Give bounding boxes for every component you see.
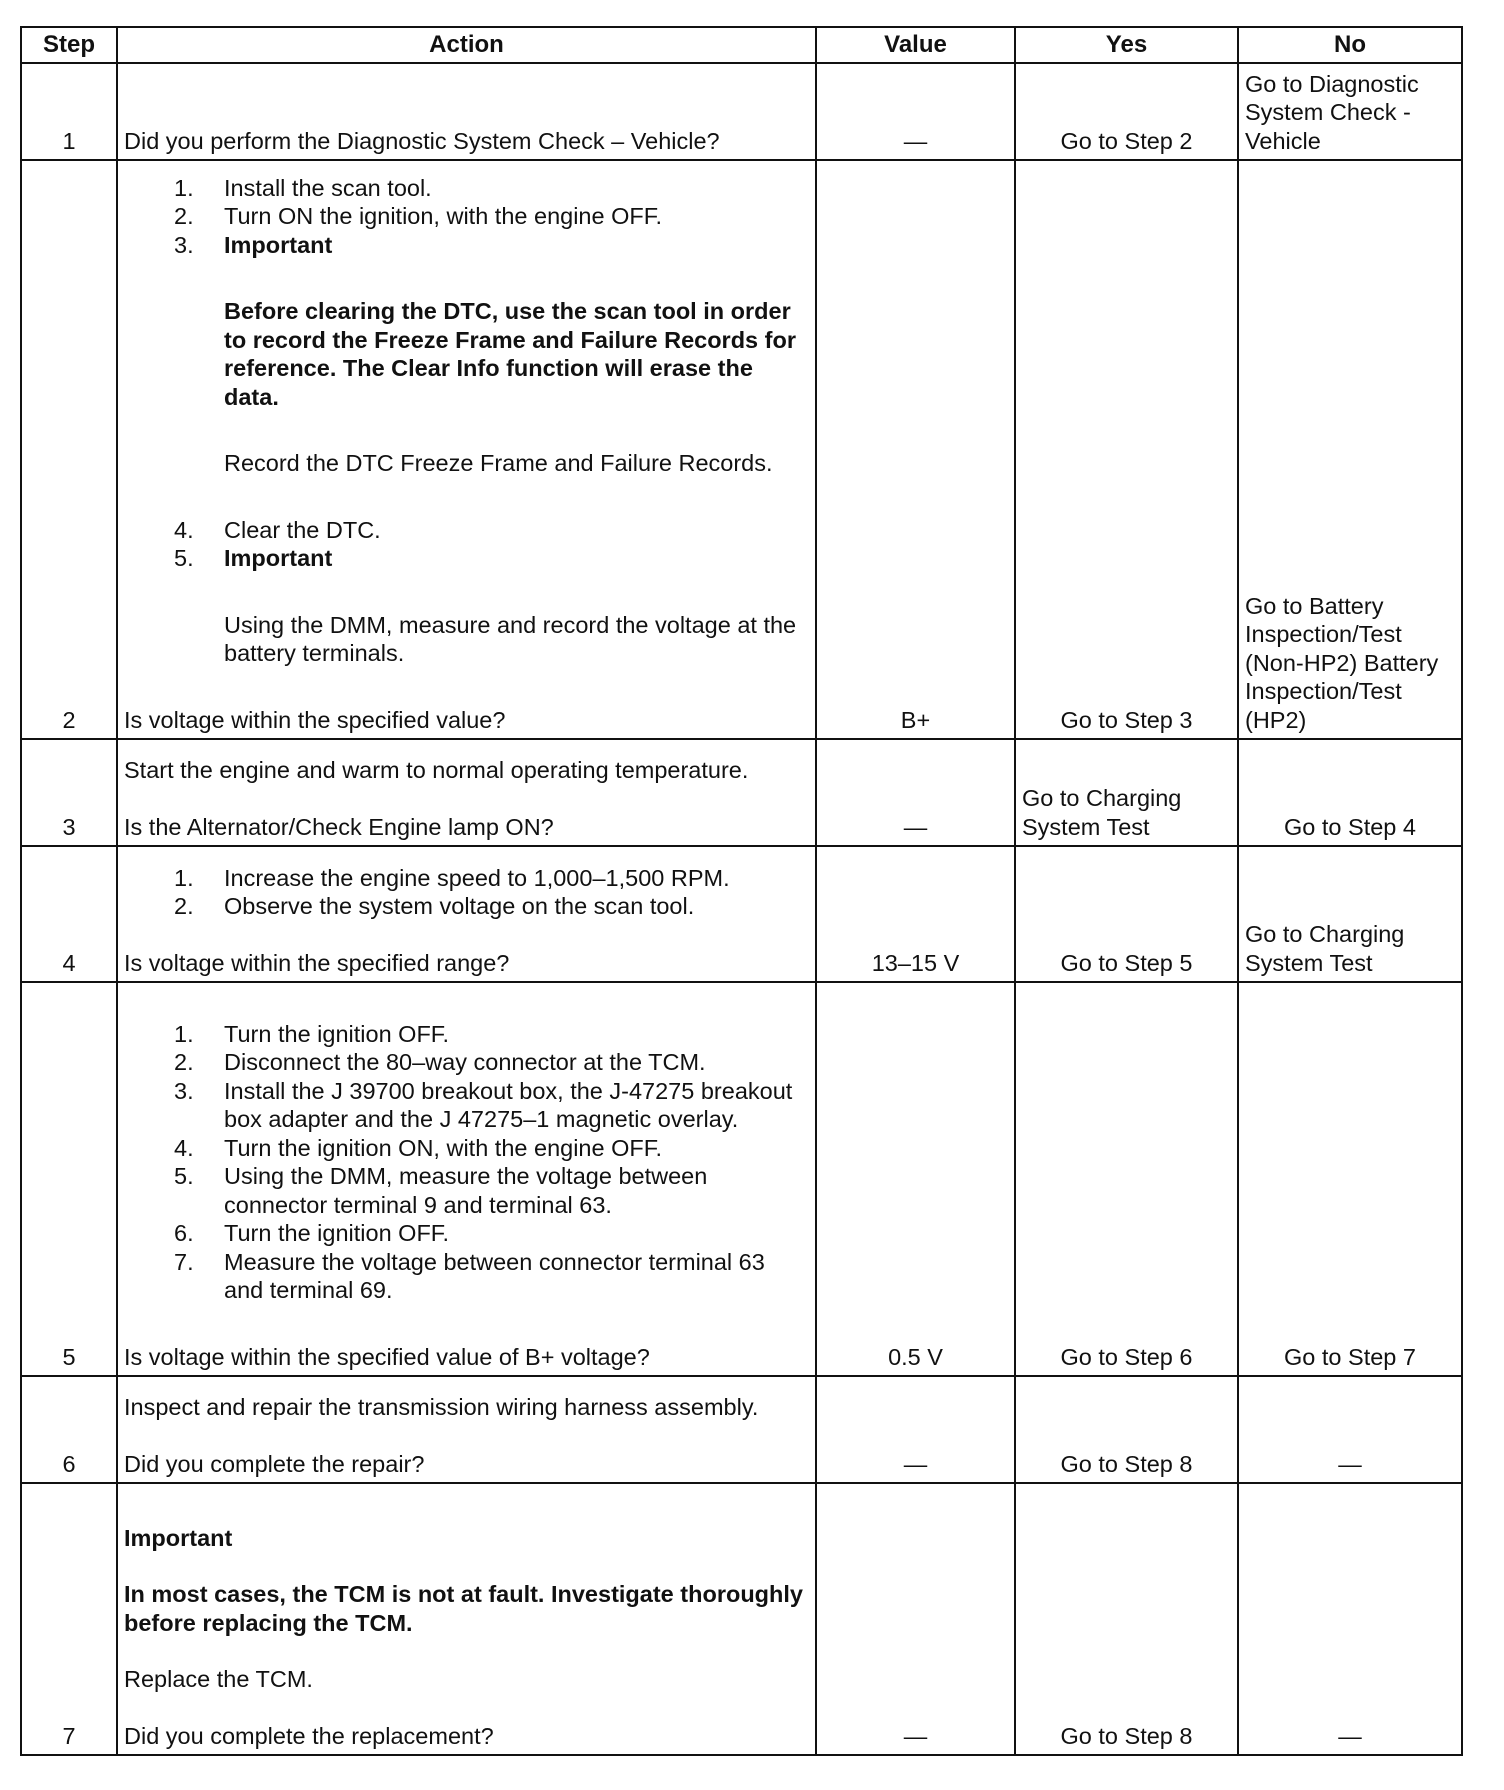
table-row bbox=[21, 63, 1462, 160]
list-item: 1. Turn the ignition OFF. bbox=[174, 1020, 450, 1047]
action-text: Replace the TCM. bbox=[124, 1666, 313, 1692]
header-row bbox=[21, 27, 1462, 63]
action-steps-list bbox=[124, 864, 809, 921]
action-question: Did you perform the Diagnostic System Check – Vehicle? bbox=[124, 127, 720, 154]
list-item: 2. Turn ON the ignition, with the engine OFF. bbox=[174, 203, 663, 229]
step-number: 5 bbox=[21, 982, 117, 1376]
list-item: 5. Important bbox=[174, 545, 333, 571]
column-header-no: No bbox=[1238, 27, 1462, 63]
yes-cell: Go to Step 3 bbox=[1015, 160, 1238, 739]
table-row bbox=[21, 982, 1462, 1376]
table-row bbox=[21, 160, 1462, 739]
action-question: Is the Alternator/Check Engine lamp ON? bbox=[124, 813, 554, 840]
value-cell: — bbox=[816, 739, 1015, 846]
important-note: Before clearing the DTC, use the scan tool in order to record the Freeze Frame and Failure Records for reference. The Clear Info function will erase the data. bbox=[224, 298, 796, 410]
table-row bbox=[21, 739, 1462, 846]
important-label: Important bbox=[224, 231, 333, 258]
no-cell: Go to Charging System Test bbox=[1238, 846, 1462, 982]
value-cell: 13–15 V bbox=[816, 846, 1015, 982]
no-cell: Go to Step 4 bbox=[1238, 739, 1462, 846]
list-item: 3. Important bbox=[174, 231, 333, 258]
important-label: Important bbox=[124, 1524, 233, 1551]
no-cell: — bbox=[1238, 1376, 1462, 1483]
action-text: Inspect and repair the transmission wiring harness assembly. bbox=[124, 1394, 759, 1420]
yes-cell: Go to Step 5 bbox=[1015, 846, 1238, 982]
yes-cell: Go to Charging System Test bbox=[1015, 739, 1238, 846]
list-item: 5. Using the DMM, measure the voltage between connector terminal 9 and terminal 63. bbox=[174, 1163, 708, 1218]
value-cell: B+ bbox=[816, 160, 1015, 739]
no-cell: Go to Diagnostic System Check - Vehicle bbox=[1238, 63, 1462, 160]
column-header-value: Value bbox=[816, 27, 1015, 63]
action-subtext: Record the DTC Freeze Frame and Failure Records. bbox=[224, 450, 773, 476]
list-item: 4. Clear the DTC. bbox=[174, 516, 381, 543]
list-item: 6. Turn the ignition OFF. bbox=[174, 1220, 450, 1246]
table-row bbox=[21, 846, 1462, 982]
action-steps-list bbox=[124, 1020, 809, 1305]
action-cell bbox=[117, 63, 816, 160]
action-question: Is voltage within the specified value? bbox=[124, 706, 506, 733]
list-item: 2. Disconnect the 80–way connector at the TCM. bbox=[174, 1049, 706, 1075]
step-number: 2 bbox=[21, 160, 117, 739]
no-cell: Go to Step 7 bbox=[1238, 982, 1462, 1376]
value-cell: — bbox=[816, 1483, 1015, 1755]
action-steps-list bbox=[124, 174, 809, 260]
list-item: 2. Observe the system voltage on the scan tool. bbox=[174, 893, 695, 919]
column-header-step: Step bbox=[21, 27, 117, 63]
value-cell: — bbox=[816, 63, 1015, 160]
step-number: 7 bbox=[21, 1483, 117, 1755]
list-item: 4. Turn the ignition ON, with the engine OFF. bbox=[174, 1134, 663, 1161]
action-cell bbox=[117, 160, 816, 739]
action-question: Is voltage within the specified value of B+ voltage? bbox=[124, 1343, 650, 1370]
value-cell: 0.5 V bbox=[816, 982, 1015, 1376]
action-question: Did you complete the repair? bbox=[124, 1450, 425, 1477]
column-header-yes: Yes bbox=[1015, 27, 1238, 63]
action-cell bbox=[117, 982, 816, 1376]
yes-cell: Go to Step 2 bbox=[1015, 63, 1238, 160]
column-header-action: Action bbox=[117, 27, 816, 63]
step-number: 4 bbox=[21, 846, 117, 982]
action-subtext: Using the DMM, measure and record the voltage at the battery terminals. bbox=[224, 611, 797, 666]
diagnostic-table-container bbox=[20, 26, 1463, 1756]
action-cell bbox=[117, 1483, 816, 1755]
action-steps-list bbox=[124, 516, 809, 573]
yes-cell: Go to Step 8 bbox=[1015, 1376, 1238, 1483]
important-note: In most cases, the TCM is not at fault. Investigate thoroughly before replacing the TCM. bbox=[124, 1581, 803, 1636]
diagnostic-table bbox=[20, 26, 1463, 1756]
action-text: Start the engine and warm to normal operating temperature. bbox=[124, 757, 749, 783]
table-row bbox=[21, 1376, 1462, 1483]
list-item: 1. Increase the engine speed to 1,000–1,500 RPM. bbox=[174, 864, 730, 891]
action-cell bbox=[117, 739, 816, 846]
table-row bbox=[21, 1483, 1462, 1755]
step-number: 6 bbox=[21, 1376, 117, 1483]
yes-cell: Go to Step 8 bbox=[1015, 1483, 1238, 1755]
no-cell: Go to Battery Inspection/Test (Non-HP2) Battery Inspection/Test (HP2) bbox=[1238, 160, 1462, 739]
step-number: 3 bbox=[21, 739, 117, 846]
list-item: 3. Install the J 39700 breakout box, the J-47275 breakout box adapter and the J 47275–1 magnetic overlay. bbox=[174, 1077, 793, 1132]
action-cell bbox=[117, 1376, 816, 1483]
list-item: 1. Install the scan tool. bbox=[174, 174, 432, 201]
action-question: Did you complete the replacement? bbox=[124, 1722, 494, 1749]
no-cell: — bbox=[1238, 1483, 1462, 1755]
action-question: Is voltage within the specified range? bbox=[124, 949, 510, 976]
important-label: Important bbox=[224, 545, 333, 571]
step-number: 1 bbox=[21, 63, 117, 160]
yes-cell: Go to Step 6 bbox=[1015, 982, 1238, 1376]
value-cell: — bbox=[816, 1376, 1015, 1483]
list-item: 7. Measure the voltage between connector terminal 63 and terminal 69. bbox=[174, 1248, 765, 1303]
action-cell bbox=[117, 846, 816, 982]
